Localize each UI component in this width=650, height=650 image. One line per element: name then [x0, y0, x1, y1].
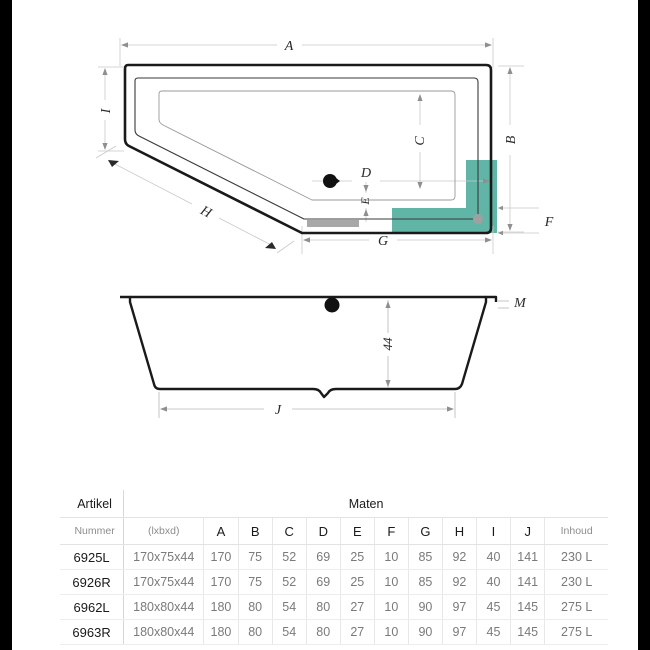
col-header-lxbxd: (lxbxd) — [124, 518, 204, 545]
cell-g: 90 — [408, 620, 442, 645]
cell-nummer: 6926R — [60, 570, 124, 595]
dim-label-A: A — [284, 39, 294, 54]
dim-label-B: B — [504, 135, 519, 145]
col-header-f: F — [374, 518, 408, 545]
table-row[interactable] — [60, 545, 608, 570]
waste-outlet-bar — [307, 220, 359, 227]
corner-node-icon — [473, 214, 483, 224]
cell-i: 40 — [476, 545, 510, 570]
section-view-group — [120, 296, 527, 418]
table-row[interactable] — [60, 570, 608, 595]
col-header-j: J — [511, 518, 545, 545]
col-header-b: B — [238, 518, 272, 545]
col-header-g: G — [408, 518, 442, 545]
top-view-group — [96, 38, 554, 254]
cell-i: 45 — [476, 620, 510, 645]
cell-c: 52 — [272, 570, 306, 595]
cell-lxbxd: 170x75x44 — [124, 570, 204, 595]
cell-c: 52 — [272, 545, 306, 570]
cell-d: 69 — [306, 570, 340, 595]
dim-label-E: E — [358, 197, 372, 205]
cell-a: 180 — [204, 595, 238, 620]
cell-a: 170 — [204, 570, 238, 595]
dim-label-M: M — [514, 296, 526, 311]
cell-inhoud: 275 L — [545, 620, 608, 645]
cell-e: 25 — [340, 545, 374, 570]
dim-label-H: H — [197, 203, 214, 222]
dim-label-C: C — [413, 136, 428, 146]
cell-j: 145 — [511, 620, 545, 645]
cell-c: 54 — [272, 620, 306, 645]
cell-c: 54 — [272, 595, 306, 620]
cell-d: 69 — [306, 545, 340, 570]
cell-d: 80 — [306, 595, 340, 620]
cell-b: 75 — [238, 570, 272, 595]
dim-label-F: F — [544, 215, 554, 230]
cell-f: 10 — [374, 620, 408, 645]
group-header-artikel: Artikel — [60, 490, 124, 518]
cell-g: 85 — [408, 545, 442, 570]
tub-outer-rim — [125, 65, 491, 233]
cell-j: 141 — [511, 545, 545, 570]
content-canvas — [12, 0, 638, 650]
cell-lxbxd: 170x75x44 — [124, 545, 204, 570]
col-header-i: I — [476, 518, 510, 545]
col-header-c: C — [272, 518, 306, 545]
group-header-maten: Maten — [124, 490, 608, 518]
dim-label-D: D — [360, 166, 372, 181]
cell-e: 27 — [340, 595, 374, 620]
cell-inhoud: 275 L — [545, 595, 608, 620]
cell-g: 90 — [408, 595, 442, 620]
cell-f: 10 — [374, 545, 408, 570]
cell-inhoud: 230 L — [545, 570, 608, 595]
cell-b: 80 — [238, 595, 272, 620]
cell-f: 10 — [374, 595, 408, 620]
cell-lxbxd: 180x80x44 — [124, 595, 204, 620]
cell-a: 180 — [204, 620, 238, 645]
drain-tick-icon — [336, 178, 340, 184]
col-header-e: E — [340, 518, 374, 545]
cell-j: 145 — [511, 595, 545, 620]
cell-lxbxd: 180x80x44 — [124, 620, 204, 645]
cell-h: 92 — [442, 570, 476, 595]
section-arrowheads — [160, 301, 454, 412]
specification-table — [60, 490, 608, 645]
drain-hole-icon — [323, 174, 337, 188]
dim-label-G: G — [377, 234, 389, 249]
cell-nummer: 6962L — [60, 595, 124, 620]
cell-d: 80 — [306, 620, 340, 645]
cell-h: 97 — [442, 595, 476, 620]
cell-nummer: 6925L — [60, 545, 124, 570]
col-header-inhoud: Inhoud — [545, 518, 608, 545]
cell-nummer: 6963R — [60, 620, 124, 645]
col-header-nummer: Nummer — [60, 518, 124, 545]
technical-drawing — [12, 0, 638, 480]
table-row[interactable] — [60, 620, 608, 645]
cell-b: 80 — [238, 620, 272, 645]
cell-i: 45 — [476, 595, 510, 620]
dim-label-44: 44 — [380, 337, 395, 351]
dim-label-J: J — [274, 403, 282, 418]
cell-a: 170 — [204, 545, 238, 570]
dim-label-I: I — [99, 108, 114, 114]
cell-g: 85 — [408, 570, 442, 595]
cell-inhoud: 230 L — [545, 545, 608, 570]
cell-h: 92 — [442, 545, 476, 570]
tub-section-profile — [120, 297, 496, 397]
cell-j: 141 — [511, 570, 545, 595]
cell-h: 97 — [442, 620, 476, 645]
cell-i: 40 — [476, 570, 510, 595]
cell-b: 75 — [238, 545, 272, 570]
cell-e: 27 — [340, 620, 374, 645]
col-header-a: A — [204, 518, 238, 545]
table-group-header-row — [60, 490, 608, 518]
section-dimension-lines — [159, 300, 509, 418]
table-column-header-row — [60, 518, 608, 545]
col-header-h: H — [442, 518, 476, 545]
cell-e: 25 — [340, 570, 374, 595]
overflow-hole-icon — [325, 298, 340, 313]
cell-f: 10 — [374, 570, 408, 595]
col-header-d: D — [306, 518, 340, 545]
tub-inner-rim — [135, 78, 478, 219]
table-row[interactable] — [60, 595, 608, 620]
